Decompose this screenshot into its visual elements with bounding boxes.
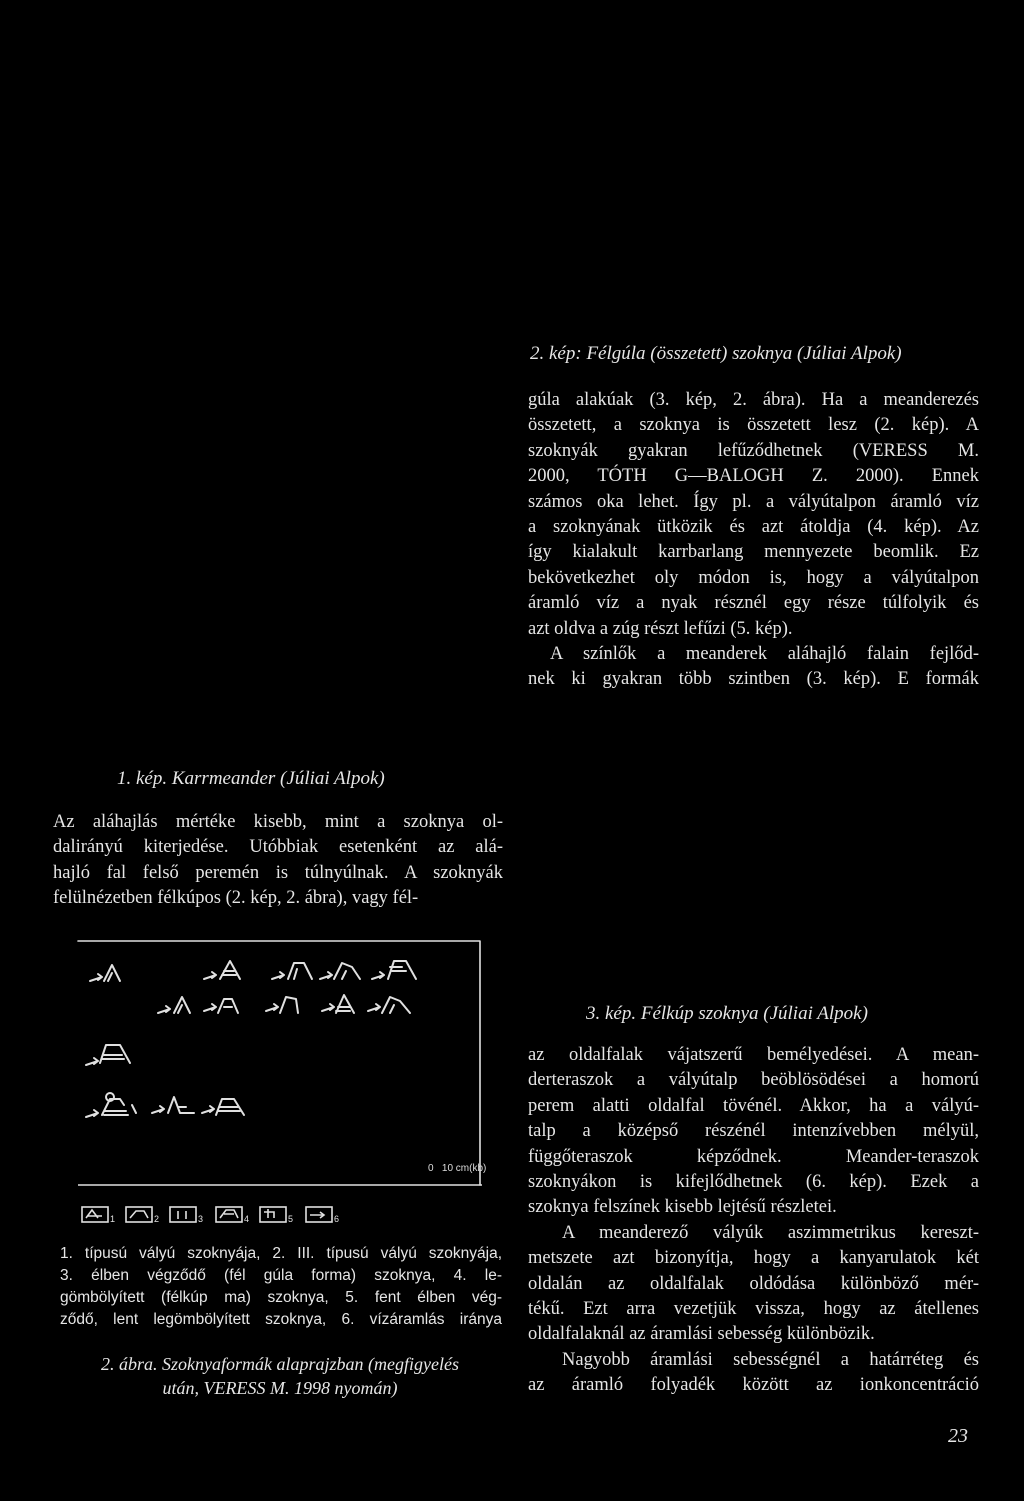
photo-caption-1: 1. kép. Karrmeander (Júliai Alpok) [117,768,385,789]
text-line: összetett, a szoknya is összetett lesz (2. kép). A [528,415,979,436]
text-line: A színlők a meanderek aláhajló falain fejlőd- [550,644,979,665]
legend-number: 2 [154,1214,160,1224]
text-line: gúla alakúak (3. kép, 2. ábra). Ha a meanderezés [528,390,979,410]
right-bottom-paragraph [528,1043,979,1399]
text-line: perem alatti oldalfal tövénél. Akkor, ha a vályú- [528,1095,979,1116]
legend-number: 6 [334,1214,340,1224]
legend-number: 1 [110,1214,116,1224]
text-line: így kialakult karrbarlang mennyezete beomlik. Ez [528,542,979,563]
text-line: a szoknyának ütközik és azt átoldja (4. kép). Az [528,517,979,538]
text-line: számos oka lehet. Így pl. a vályútalpon áramló víz [528,491,979,512]
text-line: dalirányú kiterjedése. Utóbbiak esetenként az alá- [53,837,503,858]
text-line: azt oldva a zúg részt lefűzi (5. kép). [528,618,793,639]
text-line: hajló fal felső peremén is túlnyúlnak. A szoknyák [53,862,503,883]
legend-number: 3 [198,1214,204,1224]
skirt-forms-sketch [76,937,482,1187]
figure-caption-line: után, VERESS M. 1998 nyomán) [162,1378,398,1398]
right-top-paragraph [528,388,979,693]
figure-legend [60,1243,502,1331]
legend-number: 4 [244,1214,250,1224]
legend-line: 1. típusú vályú szoknyája, 2. III. típusú vályú szoknyája, [60,1245,502,1262]
legend-line: ződő, lent legömbölyített szoknya, 6. vízáramlás iránya [60,1311,502,1328]
scale-label: 0 10 cm(kb) [428,1163,487,1174]
text-line: metszete azt bizonyítja, hogy a kanyarulatok két [528,1248,979,1269]
text-line: Az aláhajlás mértéke kisebb, mint a szoknya ol- [53,812,503,832]
figure-caption-line: 2. ábra. Szoknyaformák alaprajzban (megfigyelés [101,1354,459,1374]
legend-symbols [80,1204,480,1226]
text-line: áramló víz a nyak résznél egy része túlfolyik és [528,593,979,614]
page-number: 23 [948,1425,968,1447]
legend-number: 5 [288,1214,294,1224]
figure-caption [50,1352,510,1400]
text-line: szoknyákon is kifejlődhetnek (6. kép). Ezek a [528,1172,979,1193]
text-line: A meanderező vályúk aszimmetrikus kereszt- [562,1222,979,1243]
text-line: oldalán az oldalfalak oldódása különböző mér- [528,1273,979,1294]
text-line: szoknya felszínek kisebb lejtésű részletei. [528,1197,837,1218]
text-line: tékű. Ezt arra vezetjük vissza, hogy az átellenes [528,1299,979,1320]
figure-diagram [76,937,487,1187]
left-paragraph [53,810,503,912]
photo-caption-3: 3. kép. Félkúp szoknya (Júliai Alpok) [586,1003,868,1024]
text-line: függőteraszok képződnek. Meander-teraszok [528,1146,979,1167]
text-line: felülnézetben félkúpos (2. kép, 2. ábra), vagy fél- [53,888,419,909]
legend-symbol-icons [80,1204,420,1226]
text-line: bekövetkezhet oly módon is, hogy a vályútalpon [528,567,979,588]
text-line: az oldalfalak vájatszerű bemélyedései. A mean- [528,1045,979,1065]
text-line: 2000, TÓTH G—BALOGH Z. 2000). Ennek [528,466,979,487]
text-line: Nagyobb áramlási sebességnél a határréteg és [562,1349,979,1370]
text-line: oldalfalaknál az áramlási sebesség különbözik. [528,1324,875,1345]
legend-line: 3. élben végződő (fél gúla forma) szoknya, 4. le- [60,1267,502,1284]
text-line: az áramló folyadék között az ionkoncentráció [528,1375,979,1396]
photo-caption-2: 2. kép: Félgúla (összetett) szoknya (Júliai Alpok) [530,343,902,364]
legend-line: gömbölyített (félkúp ma) szoknya, 5. fent élben vég- [60,1289,502,1306]
text-line: nek ki gyakran több szintben (3. kép). E formák [528,669,979,690]
text-line: szoknyák gyakran lefűződhetnek (VERESS M. [528,440,979,461]
text-line: talp a középső részénél intenzívebben mélyül, [528,1121,979,1142]
text-line: derteraszok a vályútalp beöblösödései a homorú [528,1070,979,1091]
